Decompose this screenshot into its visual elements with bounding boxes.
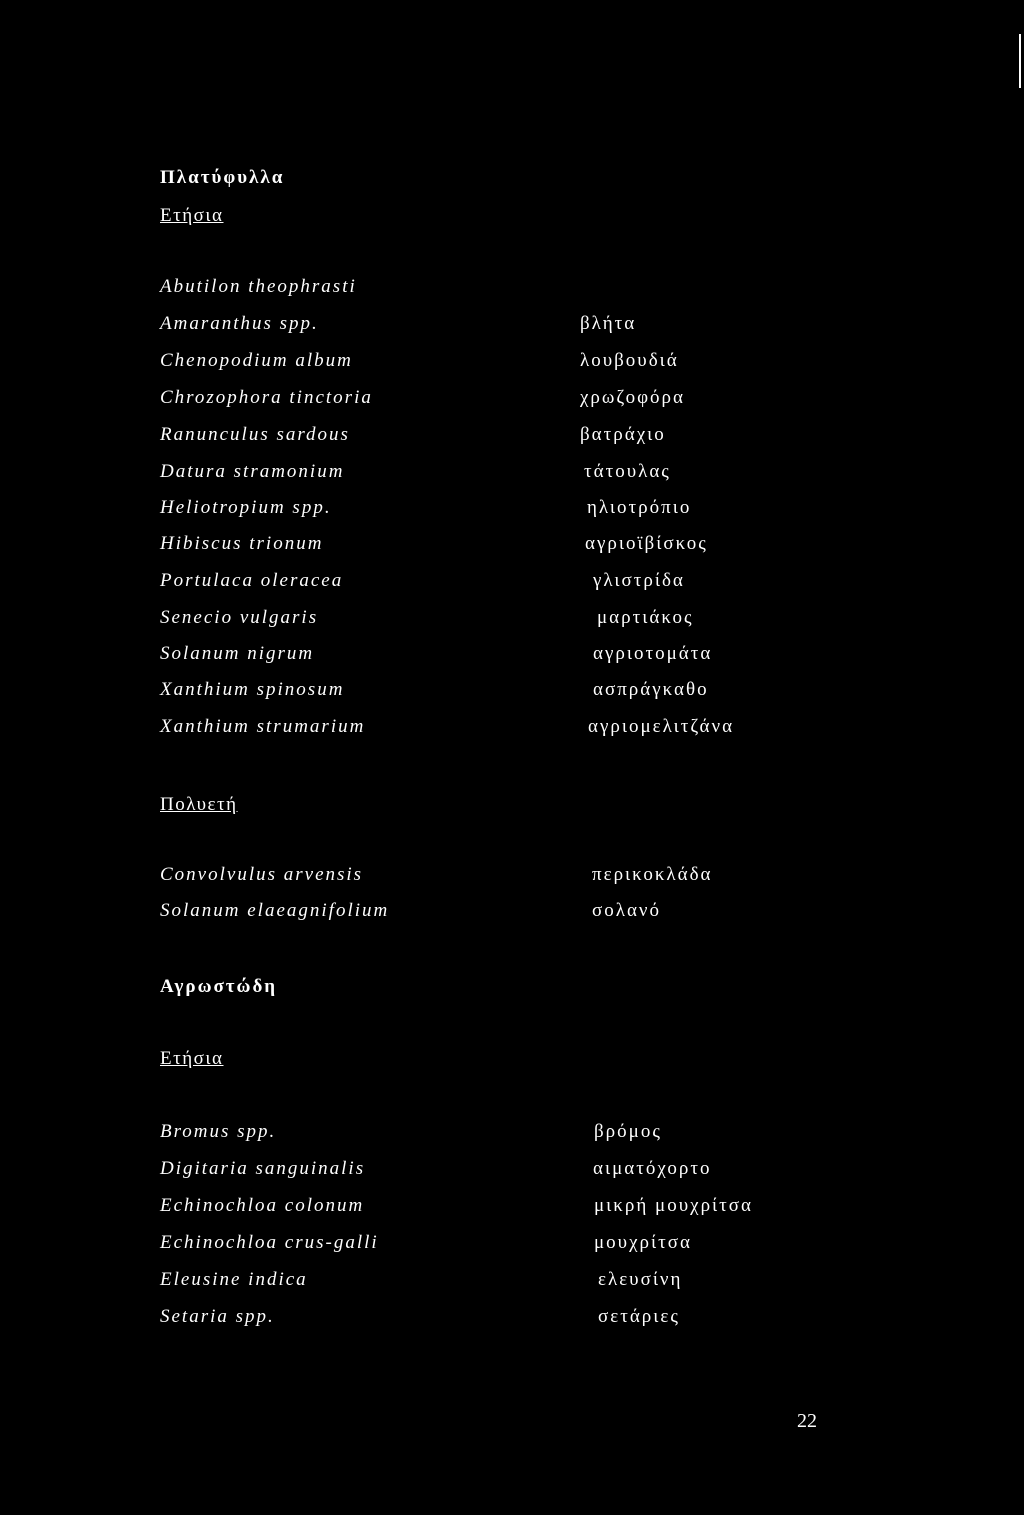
greek-name: λουβουδιά	[580, 350, 679, 371]
greek-name: βατράχιο	[580, 424, 666, 445]
latin-name: Chenopodium album	[160, 350, 353, 371]
greek-name: αγριομελιτζάνα	[588, 716, 735, 737]
greek-name: χρωζοφόρα	[580, 387, 685, 408]
latin-name: Solanum nigrum	[160, 643, 315, 664]
subtitle-broadleaf-perennial: Πολυετή	[160, 794, 238, 815]
greek-name: μαρτιάκος	[597, 607, 694, 628]
greek-name: ηλιοτρόπιο	[587, 497, 692, 518]
latin-name: Echinochloa crus-galli	[160, 1232, 379, 1253]
latin-name: Heliotropium spp.	[160, 497, 332, 518]
latin-name: Xanthium spinosum	[160, 679, 345, 700]
greek-name: μουχρίτσα	[594, 1232, 692, 1253]
greek-name: γλιστρίδα	[593, 570, 685, 591]
latin-name: Abutilon theophrasti	[160, 276, 357, 297]
greek-name: ασπράγκαθο	[593, 679, 709, 700]
latin-name: Senecio vulgaris	[160, 607, 319, 628]
greek-name: βλήτα	[580, 313, 637, 334]
subtitle-grasses-annual: Ετήσια	[160, 1048, 224, 1069]
latin-name: Convolvulus arvensis	[160, 864, 364, 885]
latin-name: Eleusine indica	[160, 1269, 308, 1290]
greek-name: αγριοτομάτα	[593, 643, 713, 664]
page-number: 22	[797, 1410, 817, 1432]
greek-name: μικρή μουχρίτσα	[594, 1195, 753, 1216]
subtitle-broadleaf-annual: Ετήσια	[160, 205, 224, 226]
latin-name: Portulaca oleracea	[160, 570, 344, 591]
section-title-broadleaf: Πλατύφυλλα	[160, 167, 285, 188]
latin-name: Datura stramonium	[160, 461, 345, 482]
greek-name: σολανό	[592, 900, 661, 921]
latin-name: Chrozophora tinctoria	[160, 387, 373, 408]
greek-name: αγριοϊβίσκος	[585, 533, 708, 554]
greek-name: τάτουλας	[584, 461, 671, 482]
latin-name: Hibiscus trionum	[160, 533, 324, 554]
greek-name: περικοκλάδα	[592, 864, 713, 885]
latin-name: Xanthium strumarium	[160, 716, 366, 737]
latin-name: Ranunculus sardous	[160, 424, 350, 445]
greek-name: βρόμος	[594, 1121, 662, 1142]
greek-name: αιματόχορτο	[593, 1158, 712, 1179]
page-edge-mark	[1019, 34, 1021, 88]
greek-name: σετάριες	[598, 1306, 680, 1327]
latin-name: Solanum elaeagnifolium	[160, 900, 390, 921]
section-title-grasses: Αγρωστώδη	[160, 976, 278, 997]
latin-name: Setaria spp.	[160, 1306, 275, 1327]
latin-name: Echinochloa colonum	[160, 1195, 365, 1216]
latin-name: Bromus spp.	[160, 1121, 277, 1142]
greek-name: ελευσίνη	[598, 1269, 683, 1290]
latin-name: Digitaria sanguinalis	[160, 1158, 366, 1179]
latin-name: Amaranthus spp.	[160, 313, 319, 334]
